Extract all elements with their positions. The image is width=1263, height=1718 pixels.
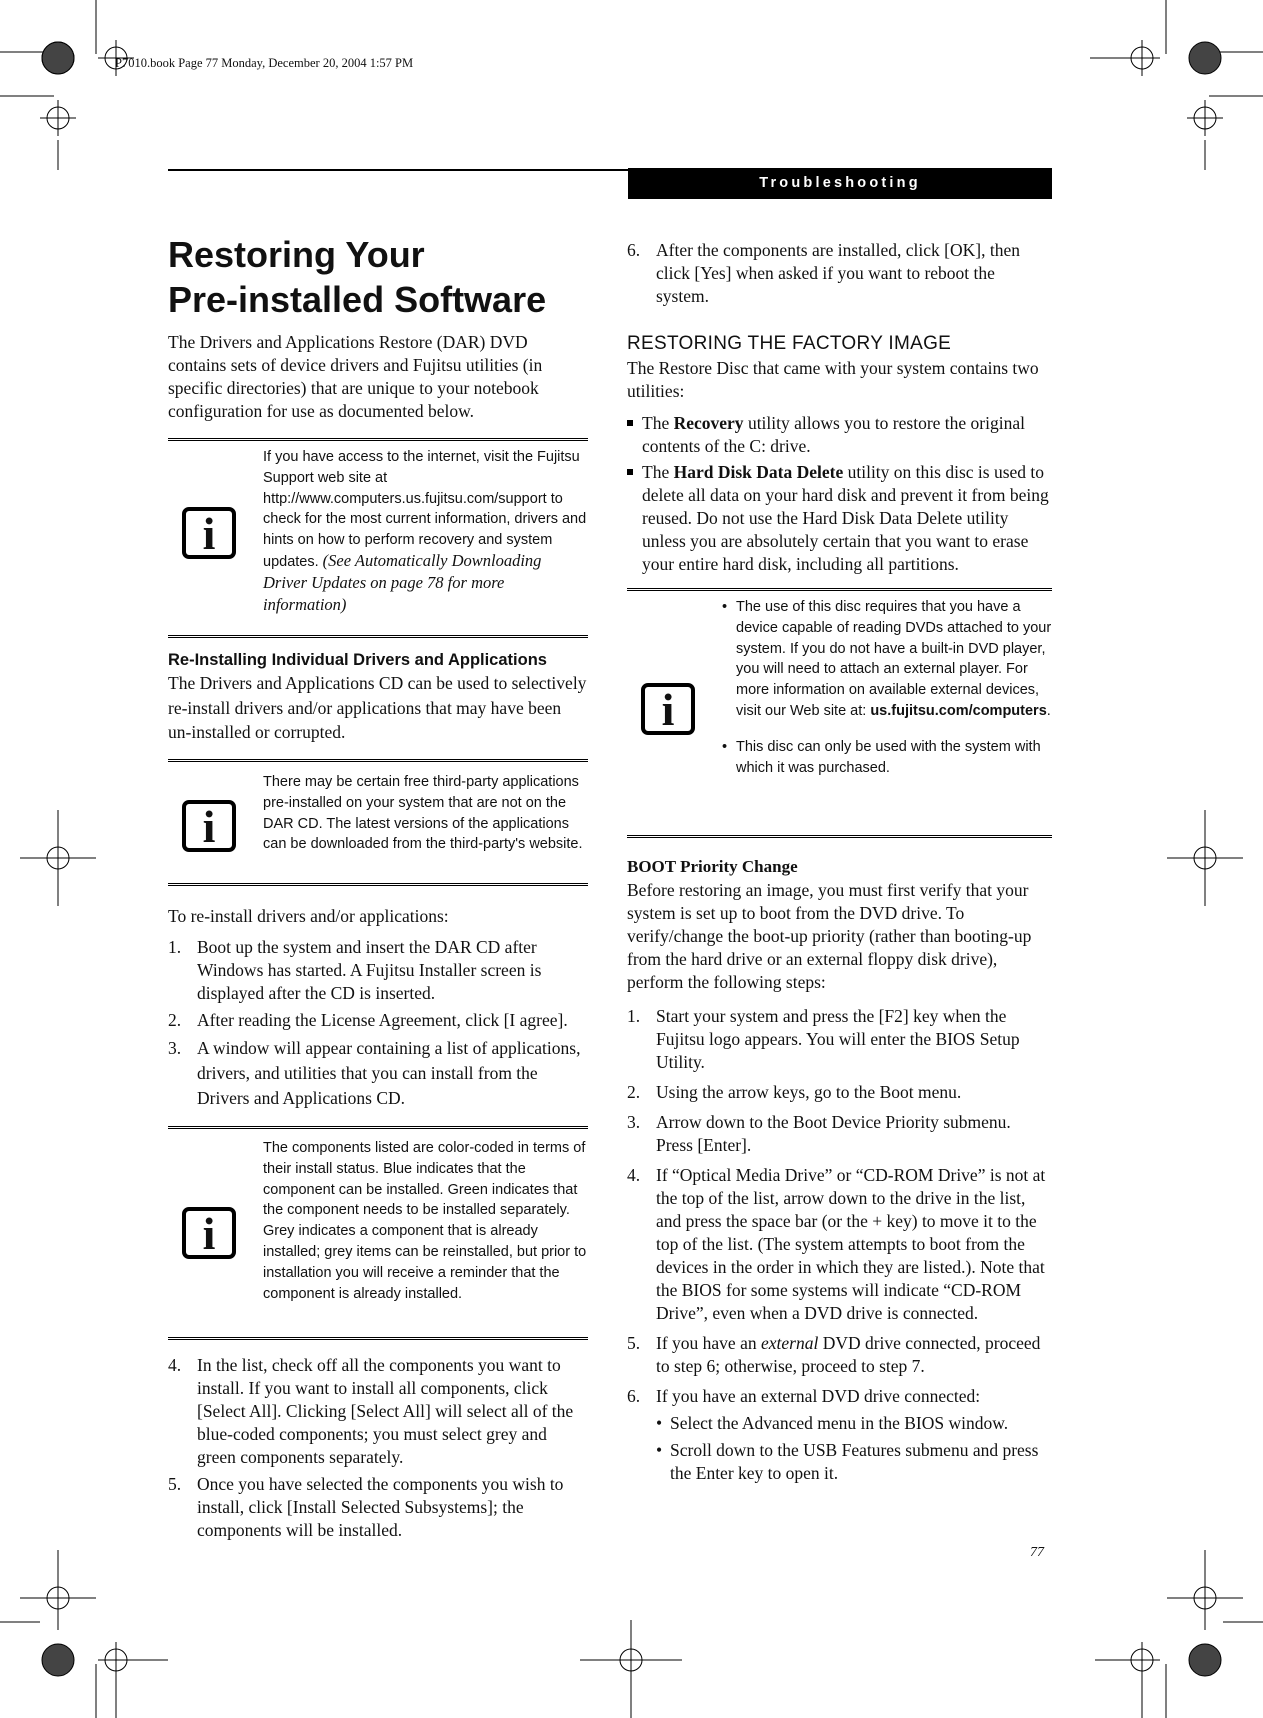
info-icon: i	[641, 683, 695, 735]
step-text: If “Optical Media Drive” or “CD-ROM Drive” is not at the top of the list, arrow down to the drive in the list, and press the space bar (or the + key) to move it to the top of the list. (The system attempts to boot from the devices in the order in which they are listed.). Note that the BIOS for some systems will indicate “CD-ROM Drive”, even when a DVD drive is connected.	[656, 1165, 1046, 1323]
list-item	[627, 1005, 1052, 1074]
list-item	[656, 1439, 1052, 1485]
bullet-dot: •	[656, 1440, 663, 1460]
utility-pre: The	[642, 462, 674, 482]
bullet-text: The use of this disc requires that you have a device capable of reading DVDs attached to your system. If you do not have a built-in DVD player, you will need to attach an external player. For more information on available external devices, visit our Web site at:	[736, 599, 1052, 719]
reinstall-heading: Re-Installing Individual Drivers and Applications	[168, 651, 547, 669]
reinstall-step-6	[627, 239, 1052, 308]
step-6-substeps	[656, 1412, 1052, 1485]
utilities-list	[627, 412, 1052, 576]
utility-desc: utility allows you to restore the original contents of the C: drive.	[642, 413, 1025, 456]
list-item	[627, 239, 1052, 308]
list-item	[168, 1354, 588, 1469]
list-item	[168, 1473, 588, 1542]
print-slug: P7010.book Page 77 Monday, December 20, 2004 1:57 PM	[115, 56, 414, 70]
website-link: us.fujitsu.com/computers	[870, 702, 1047, 719]
list-item	[168, 1036, 588, 1111]
step-text: Start your system and press the [F2] key when the Fujitsu logo appears. You will enter the BIOS Setup Utility.	[656, 1006, 1020, 1072]
list-item	[627, 461, 1052, 576]
boot-steps	[627, 1005, 1052, 1485]
step-text: If you have an external DVD drive connected:	[656, 1386, 981, 1406]
to-reinstall-lead: To re-install drivers and/or applications:	[168, 906, 449, 926]
utility-desc: utility on this disc is used to delete all data on your hard disk and prevent it from being reused. Do not use the Hard Disk Data Delete utility unless you are absolutely certain that you want to erase your entire hard disk, including all partitions.	[642, 462, 1049, 574]
factory-heading: RESTORING THE FACTORY IMAGE	[627, 333, 952, 354]
step-text: DVD drive connected, proceed to step 6; otherwise, proceed to step 7.	[656, 1333, 1041, 1376]
intro-paragraph: The Drivers and Applications Restore (DAR) DVD contains sets of device drivers and Fujitsu utilities (in specific directories) that are unique to your notebook configuration for use as documented below.	[168, 332, 543, 421]
step-number: 2.	[168, 1010, 182, 1030]
step-text: Boot up the system and insert the DAR CD after Windows has started. A Fujitsu Installer screen is displayed after the CD is inserted.	[197, 937, 542, 1003]
list-item	[168, 936, 588, 1005]
note-third-party	[168, 759, 588, 886]
list-item	[627, 1385, 1052, 1485]
boot-heading: BOOT Priority Change	[627, 857, 798, 876]
page-number: 77	[1030, 1545, 1044, 1560]
list-item	[168, 1009, 588, 1032]
step-number: 1.	[168, 937, 182, 957]
boot-paragraph: Before restoring an image, you must first verify that your system is set up to boot from the DVD drive. To verify/change the boot-up priority (rather than booting-up from the hard drive or an external floppy disk drive), perform the following steps:	[627, 880, 1032, 992]
step-emphasis: external	[760, 1333, 819, 1353]
info-icon: i	[182, 507, 236, 559]
step-number: 1.	[627, 1006, 641, 1026]
step-text: Once you have selected the components you wish to install, click [Install Selected Subsystems]; the components will be installed.	[197, 1474, 564, 1540]
list-item	[627, 412, 1052, 458]
step-text: If you have an	[656, 1333, 761, 1353]
header-rule	[168, 169, 628, 171]
page-title	[168, 232, 588, 322]
bullet-dot: •	[722, 738, 728, 755]
info-icon: i	[182, 800, 236, 852]
note-internet	[168, 438, 588, 638]
step-text: In the list, check off all the components you want to install. If you want to install all components, click [Select All]. Clicking [Select All] will select all of the blue-coded components; you must select grey and green components separately.	[197, 1355, 574, 1467]
reinstall-steps	[168, 936, 588, 1111]
note-color-codes	[168, 1126, 588, 1340]
utility-name: Recovery	[673, 413, 744, 433]
note-color-codes-text: The components listed are color-coded in terms of their install status. Blue indicates that the component can be installed. Green indicates that the component needs to be installed separately. Grey indicates a component that is already installed; grey items can be reinstalled, but prior to installation you will receive a reminder that the component is already installed.	[263, 1140, 587, 1302]
step-number: 4.	[168, 1355, 182, 1375]
reinstall-paragraph: The Drivers and Applications CD can be used to selectively re-install drivers and/or applications that may have been un-installed or corrupted.	[168, 673, 587, 742]
note-disc-requirements	[627, 588, 1052, 838]
reinstall-steps-continued	[168, 1354, 588, 1542]
bullet-end: .	[1046, 702, 1051, 719]
bullet-dot: •	[656, 1413, 663, 1433]
list-item	[656, 1412, 1052, 1435]
utility-name: Hard Disk Data Delete	[673, 462, 844, 482]
note-internet-body: If you have access to the internet, visit the Fujitsu Support web site at http://www.computers.us.fujitsu.com/support to check for the most current information, drivers and hints on how to perform recovery and system updates.	[263, 449, 587, 570]
step-text: After reading the License Agreement, click [I agree].	[197, 1010, 568, 1030]
note-third-party-text: There may be certain free third-party applications pre-installed on your system that are not on the DAR CD. The latest versions of the applications can be downloaded from the third-party's website.	[263, 774, 583, 853]
step-number: 3.	[168, 1038, 182, 1058]
step-number: 2.	[627, 1082, 641, 1102]
square-bullet	[627, 420, 633, 426]
list-item	[627, 1332, 1052, 1378]
note-disc-bullets	[722, 597, 1052, 778]
step-text: A window will appear containing a list of applications, drivers, and utilities that you can install from the Drivers and Applications CD.	[197, 1038, 581, 1108]
list-item	[627, 1111, 1052, 1157]
bullet-dot: •	[722, 599, 728, 615]
note-internet-reference: (See Automatically Downloading Driver Updates on page 78 for more information)	[263, 550, 542, 614]
section-header: Troubleshooting	[628, 168, 1052, 199]
step-number: 5.	[168, 1474, 182, 1494]
step-number: 4.	[627, 1165, 641, 1185]
info-icon: i	[182, 1207, 236, 1259]
list-item	[722, 597, 1052, 722]
bullet-text: This disc can only be used with the system with which it was purchased.	[736, 738, 1041, 776]
substep-text: Scroll down to the USB Features submenu and press the Enter key to open it.	[670, 1440, 1039, 1483]
list-item	[627, 1164, 1052, 1325]
step-number: 5.	[627, 1333, 641, 1353]
square-bullet	[627, 469, 633, 475]
step-number: 6.	[627, 240, 641, 260]
utility-pre: The	[642, 413, 674, 433]
step-text: After the components are installed, click [OK], then click [Yes] when asked if you want to reboot the system.	[656, 240, 1020, 306]
list-item	[627, 1081, 1052, 1104]
note-internet-text	[263, 447, 588, 616]
title-line-1: Restoring Your	[168, 234, 425, 275]
step-text: Arrow down to the Boot Device Priority submenu. Press [Enter].	[656, 1112, 1011, 1155]
list-item	[722, 737, 1052, 779]
title-line-2: Pre-installed Software	[168, 279, 547, 320]
step-number: 3.	[627, 1112, 641, 1132]
step-text: Using the arrow keys, go to the Boot menu.	[656, 1082, 962, 1102]
step-number: 6.	[627, 1386, 641, 1406]
substep-text: Select the Advanced menu in the BIOS window.	[670, 1413, 1009, 1433]
factory-paragraph: The Restore Disc that came with your system contains two utilities:	[627, 358, 1039, 401]
